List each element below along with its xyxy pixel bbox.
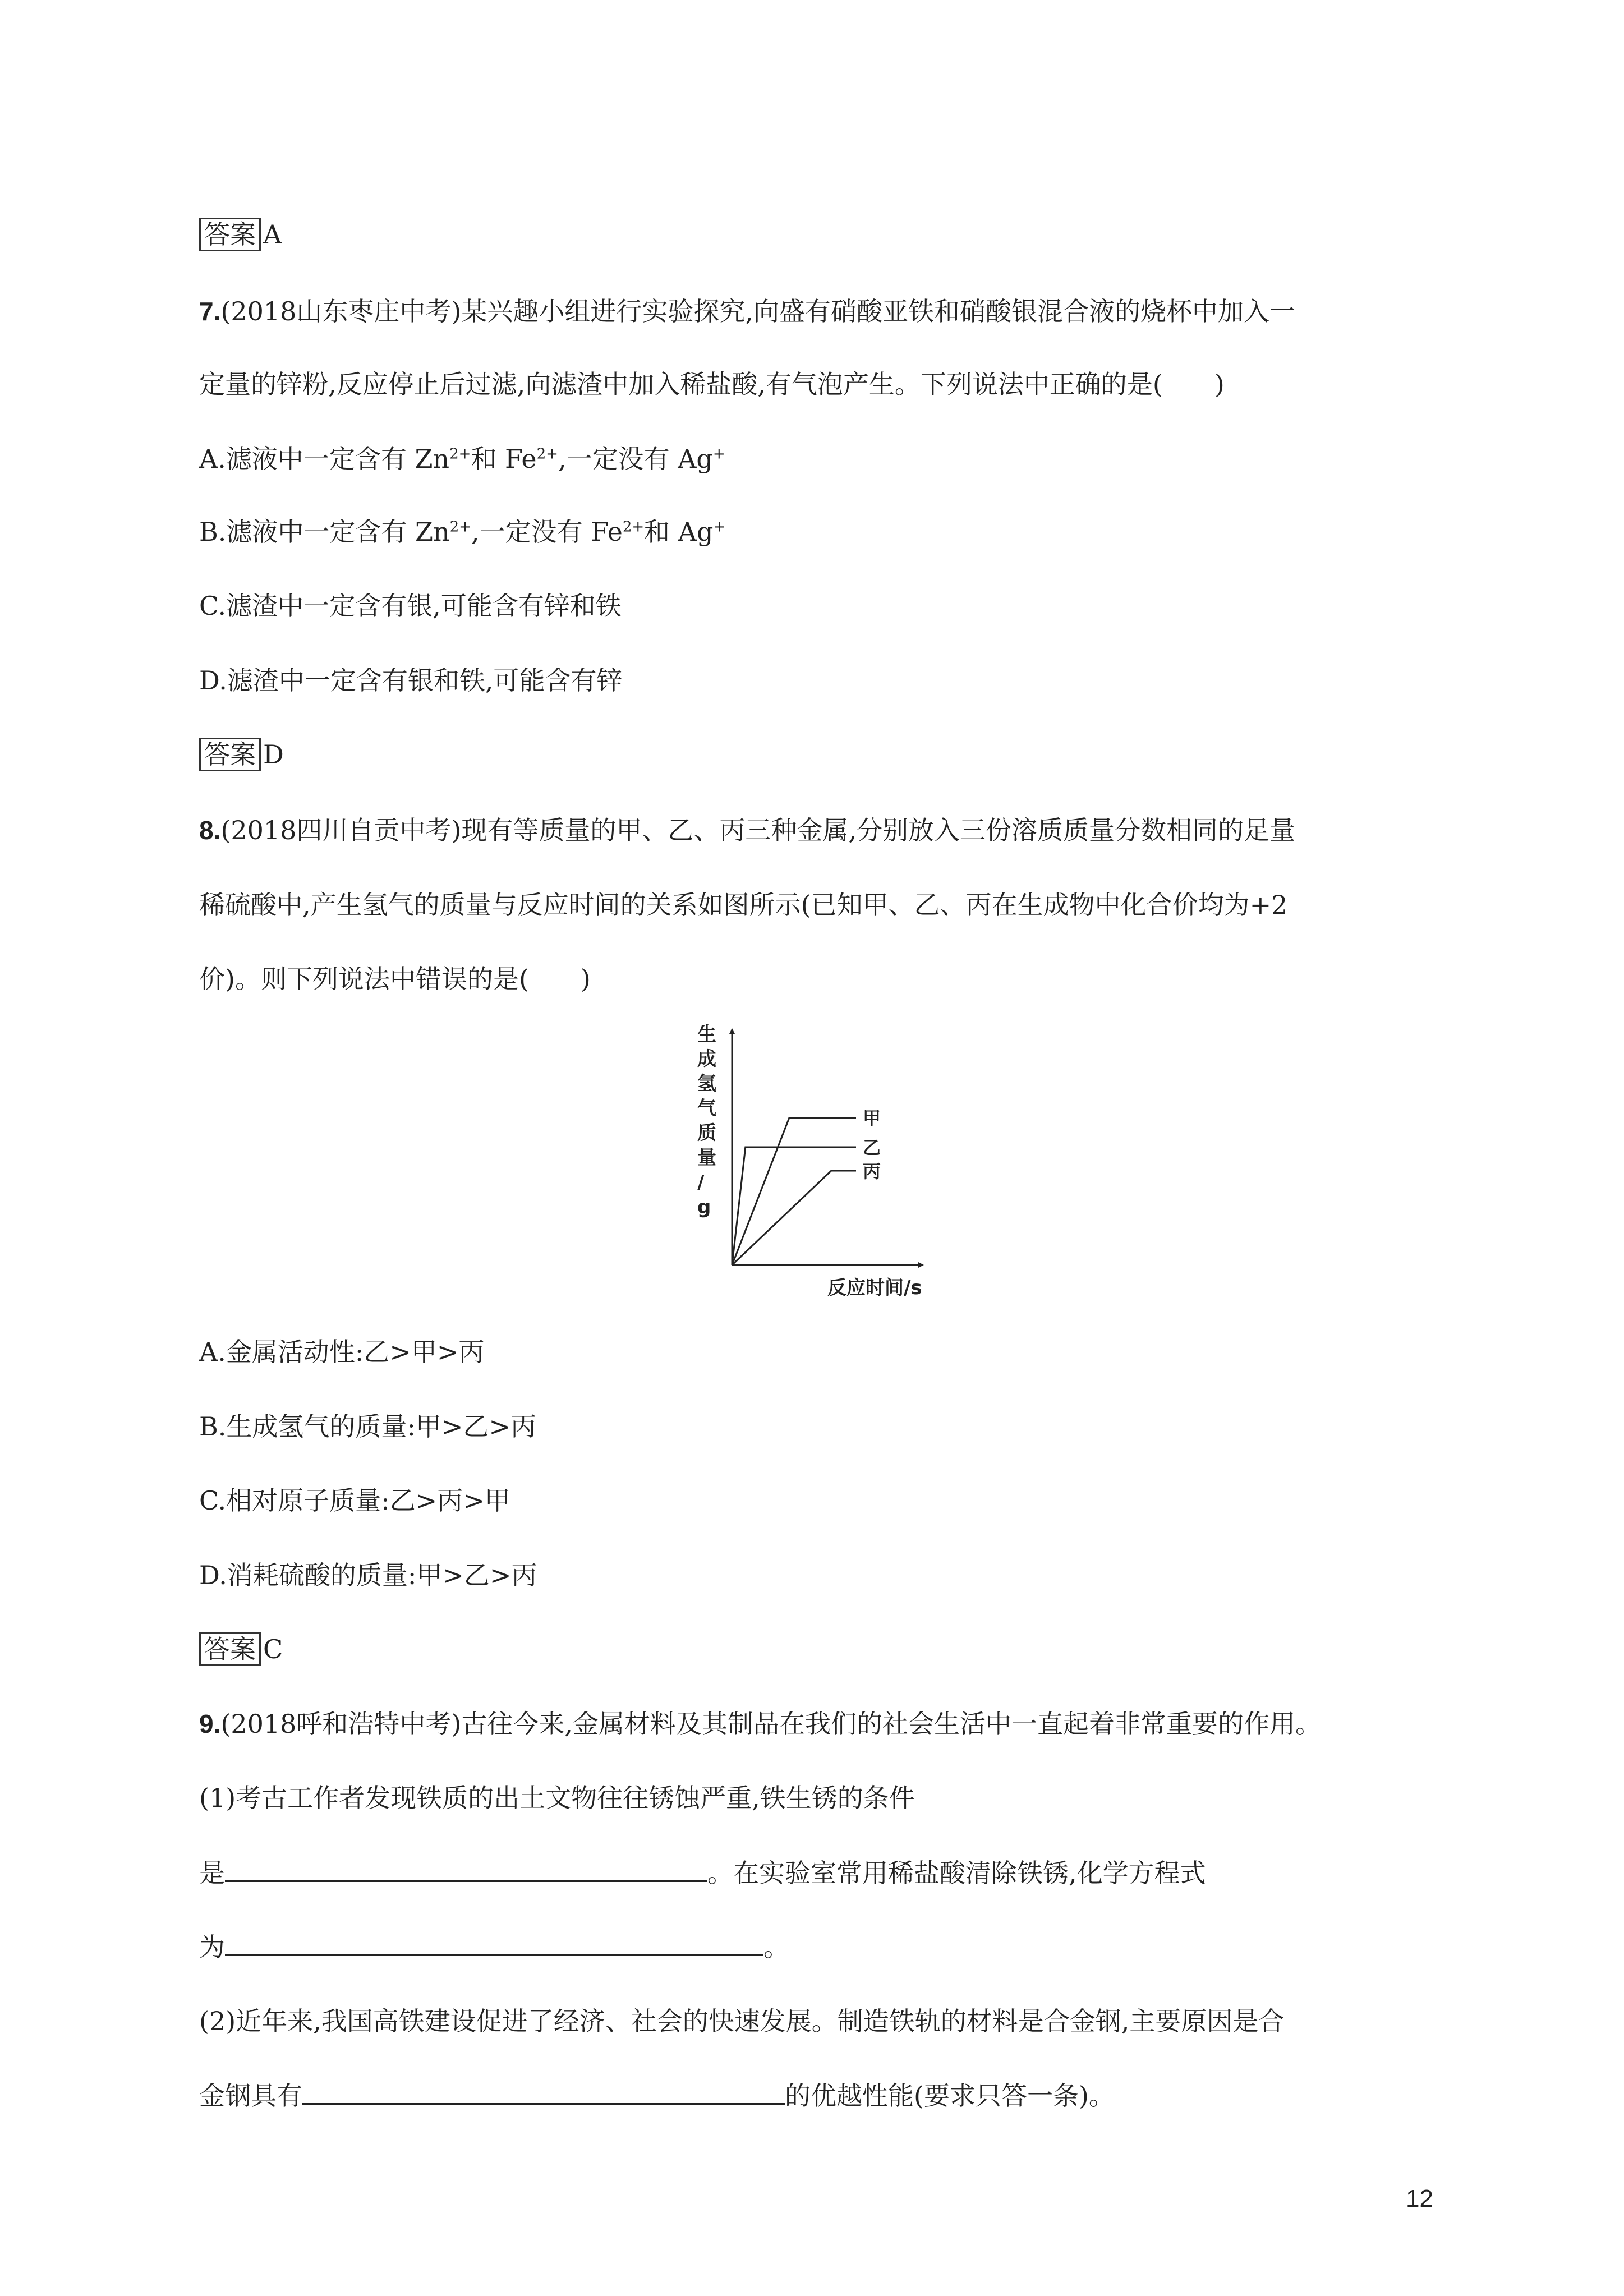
q8-option-c: C.相对原子质量:乙>丙>甲 (199, 1485, 510, 1516)
series-group (732, 1108, 881, 1266)
y-axis-label-char: g (697, 1196, 711, 1218)
q9-sub2-line2-post: 的优越性能(要求只答一条)。 (785, 2081, 1115, 2111)
q7-option-b (199, 515, 725, 549)
q7-b-part1: B.滤液中一定含有 Zn (199, 517, 450, 547)
q8-stem-line1 (199, 813, 1295, 847)
q7-b-sup3: + (713, 518, 726, 536)
q9-stem-line1 (199, 1707, 1321, 1741)
q9-sub2-line2-pre: 金钢具有 (199, 2081, 302, 2111)
q9-sub2-line2 (199, 2078, 1115, 2113)
series-label: 丙 (863, 1161, 881, 1182)
q8-option-a: A.金属活动性:乙>甲>丙 (199, 1337, 485, 1367)
q7-a-sup1: 2+ (449, 445, 471, 463)
q8-text1: (2018四川自贡中考)现有等质量的甲、乙、丙三种金属,分别放入三份溶质质量分数相同的足量 (220, 815, 1295, 845)
q9-sub1-line1: (1)考古工作者发现铁质的出土文物往往锈蚀严重,铁生锈的条件 (199, 1783, 915, 1813)
q6-answer-line (199, 218, 282, 251)
q7-b-part2: ,一定没有 Fe (471, 517, 623, 547)
q8-stem-line2: 稀硫酸中,产生氢气的质量与反应时间的关系如图所示(已知甲、乙、丙在生成物中化合价均为+2 (199, 890, 1288, 920)
q7-stem-line1 (199, 295, 1295, 328)
y-axis-label-char: 量 (697, 1147, 716, 1169)
y-axis-label-char: 气 (697, 1097, 716, 1120)
q9-sub2-line1: (2)近年来,我国高铁建设促进了经济、社会的快速发展。制造铁轨的材料是合金钢,主要原因是合 (199, 2006, 1285, 2036)
q8-stem-line3: 价)。则下列说法中错误的是( ) (199, 964, 591, 994)
alloy-property-blank[interactable] (302, 2078, 785, 2105)
q7-answer-line (199, 738, 284, 771)
q8-answer-line (199, 1632, 283, 1666)
answer-label: 答案 (199, 738, 261, 771)
rust-condition-blank[interactable] (225, 1856, 707, 1882)
answer-label: 答案 (199, 1632, 261, 1666)
q7-option-c: C.滤渣中一定含有银,可能含有锌和铁 (199, 591, 622, 621)
q9-sub1-line3-post: 。 (763, 1932, 789, 1962)
q7-a-part1: A.滤液中一定含有 Zn (199, 444, 450, 474)
q8-option-b: B.生成氢气的质量:甲>乙>丙 (199, 1411, 537, 1442)
q9-sub1-line2-pre: 是 (199, 1858, 225, 1888)
series-label: 乙 (863, 1137, 881, 1158)
q7-option-a (199, 442, 725, 476)
y-axis-label-char: 生 (697, 1023, 716, 1046)
q8-number: 8. (199, 816, 221, 845)
q7-stem-line2: 定量的锌粉,反应停止后过滤,向滤渣中加入稀盐酸,有气泡产生。下列说法中正确的是( ) (199, 369, 1225, 399)
y-axis-label-char: 成 (697, 1048, 716, 1070)
y-axis-label (697, 1023, 716, 1218)
y-axis-label-char: 质 (697, 1122, 716, 1144)
q9-text1: (2018呼和浩特中考)古往今来,金属材料及其制品在我们的社会生活中一直起着非常重要的作用。 (220, 1709, 1321, 1739)
q9-sub1-line2-post: 。在实验室常用稀盐酸清除铁锈,化学方程式 (707, 1858, 1206, 1888)
q7-a-part3: ,一定没有 Ag (558, 444, 713, 474)
q9-sub1-line2 (199, 1856, 1206, 1890)
hydrogen-mass-chart (670, 1018, 951, 1310)
q8-answer: C (263, 1634, 283, 1664)
q7-a-sup3: + (712, 445, 725, 463)
q9-sub1-line3-pre: 为 (199, 1932, 225, 1962)
equation-blank[interactable] (225, 1930, 763, 1956)
q7-a-sup2: 2+ (536, 445, 558, 463)
q7-number: 7. (199, 297, 221, 326)
answer-label: 答案 (199, 218, 261, 251)
q6-answer: A (263, 219, 282, 250)
page-number: 12 (1406, 2185, 1433, 2212)
series-line (732, 1118, 856, 1266)
q7-option-d: D.滤渣中一定含有银和铁,可能含有锌 (199, 665, 623, 696)
y-axis-label-char: 氢 (697, 1073, 716, 1095)
q7-text1: (2018山东枣庄中考)某兴趣小组进行实验探究,向盛有硝酸亚铁和硝酸银混合液的烧杯中加入一 (220, 296, 1295, 326)
q7-answer: D (263, 739, 284, 770)
q7-b-sup2: 2+ (622, 518, 645, 536)
q7-b-sup1: 2+ (449, 518, 471, 536)
q7-a-part2: 和 Fe (471, 444, 537, 474)
q9-number: 9. (199, 1709, 221, 1738)
series-label: 甲 (863, 1107, 881, 1129)
q9-sub1-line3 (199, 1930, 789, 1964)
x-axis-label: 反应时间/s (827, 1277, 922, 1299)
q7-b-part3: 和 Ag (644, 517, 714, 547)
y-axis-label-char: / (697, 1171, 705, 1194)
q8-option-d: D.消耗硫酸的质量:甲>乙>丙 (199, 1560, 537, 1590)
